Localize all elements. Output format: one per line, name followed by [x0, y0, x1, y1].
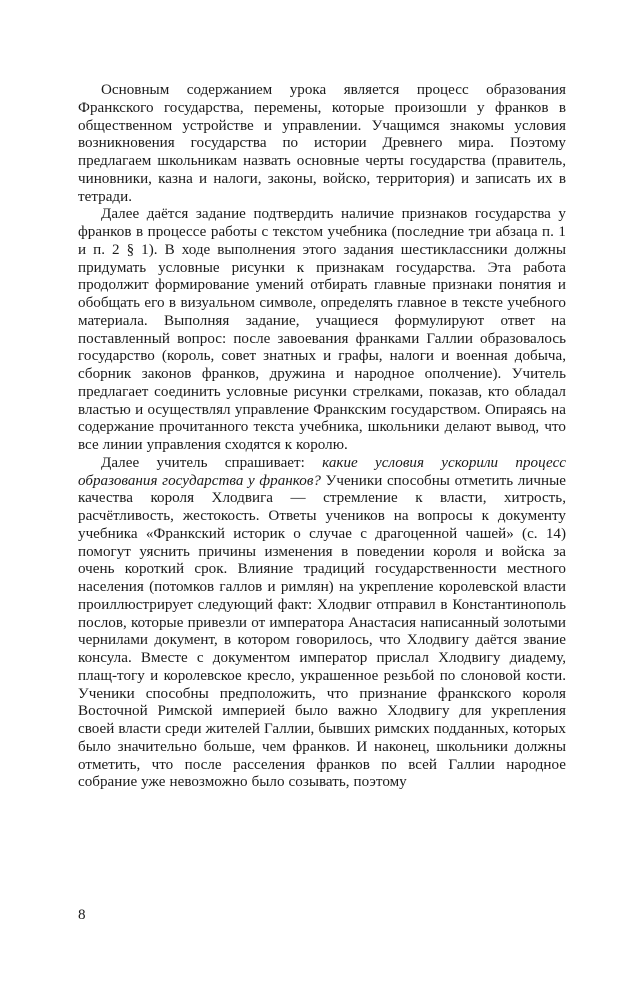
- paragraph-3-question-italic: какие условия ускорили процесс образования государства у франков?: [78, 454, 567, 489]
- paragraph-2: Далее даётся задание подтвердить наличие признаков государства у франков в процессе работы с текстом учебника (последние три абзаца п. 1 и п. 2 § 1). В ходе выполнения этого задания шестиклассники должны придумать условные рисунки к признакам государства. Эта работа продолжит формирование умений отбирать главные признаки понятия и обобщать его в визуальном символе, определять главное в тексте учебного материала. Выполняя задание, учащиеся формулируют ответ на поставленный вопрос: после завоевания франками Галлии образовалось государство (король, совет знатных и графы, налоги и военная добыча, сборник законов франков, дружина и народное ополчение). Учитель предлагает соединить условные рисунки стрелками, показав, кто обладал властью и осуществлял управление Франкским государством. Опираясь на содержание прочитанного текста учебника, школьники делают вывод, что все линии управления сходятся к королю.: [78, 206, 566, 453]
- text-column: [78, 82, 566, 792]
- page-number: 8: [78, 907, 86, 923]
- paragraph-3-lead: Далее учитель спрашивает:: [101, 454, 323, 471]
- paragraph-1: Основным содержанием урока является процесс образования Франкского государства, перемены, которые произошли у франков в общественном устройстве и управлении. Учащимся знакомы условия возникновения государства по истории Древнего мира. Поэтому предлагаем школьникам назвать основные черты государства (правитель, чиновники, казна и налоги, законы, войско, территория) и записать их в тетради.: [78, 82, 566, 205]
- paragraph-3: [78, 455, 566, 792]
- paragraph-3-rest: Ученики способны отметить личные качества короля Хлодвига — стремление к власти, хитрость, расчётливость, жестокость. Ответы учеников на вопросы к документу учебника «Франкский историк о случае с драгоценной чашей» (с. 14) помогут уяснить причины изменения в поведении короля и войска за очень короткий срок. Влияние традиций государственности местного населения (потомков галлов и римлян) на укрепление королевской власти проиллюстрирует следующий факт: Хлодвиг отправил в Константинополь послов, которые привезли от императора Анастасия написанный золотыми чернилами документ, в котором говорилось, что Хлодвигу даётся звание консула. Вместе с документом император прислал Хлодвигу диадему, плащ-тогу и королевское кресло, украшенное резьбой по слоновой кости. Ученики способны предположить, что признание франкского короля Восточной Римской империей было важно Хлодвигу для укрепления своей власти среди жителей Галлии, бывших римских подданных, которых было значительно больше, чем франков. И наконец, школьники должны отметить, что после расселения франков по всей Галлии народное собрание уже невозможно было созывать, поэтому: [78, 472, 566, 791]
